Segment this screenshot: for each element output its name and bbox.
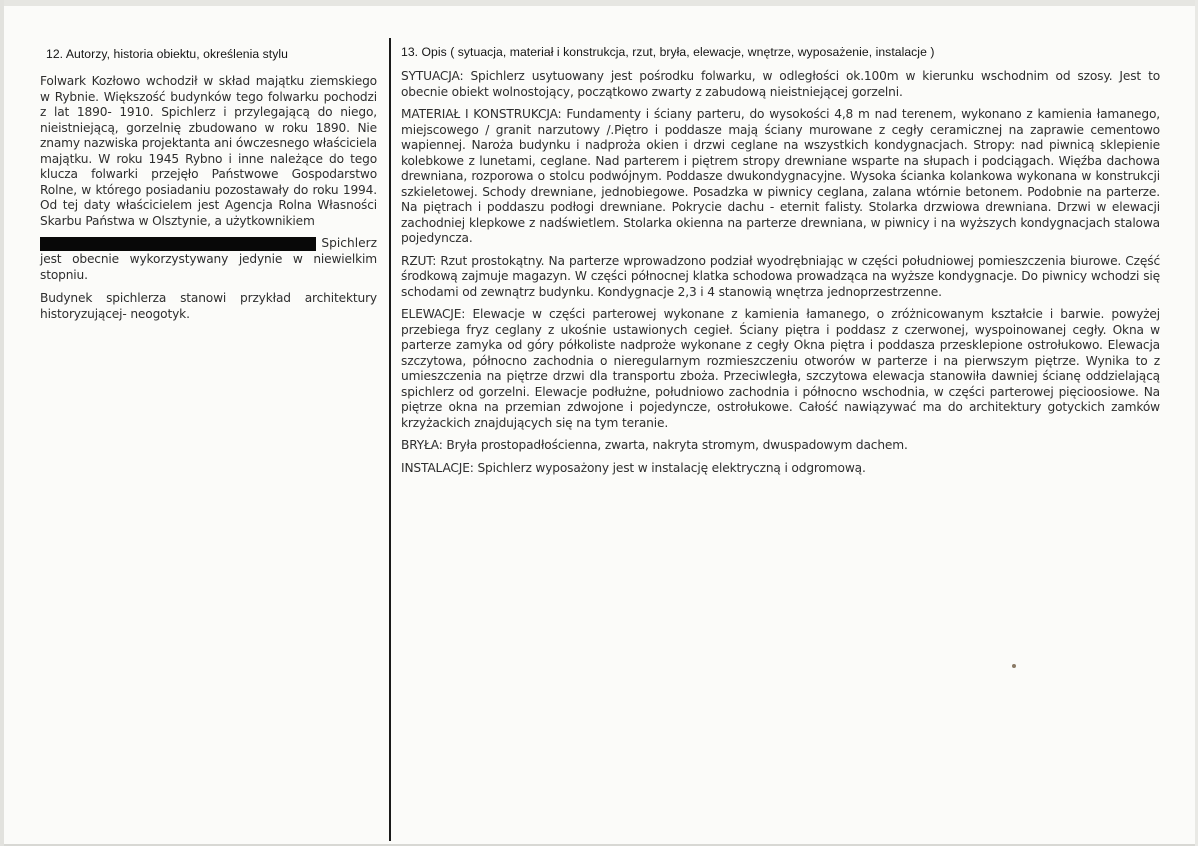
redaction-bar bbox=[40, 237, 316, 251]
column-divider bbox=[389, 38, 391, 841]
scan-speck bbox=[1012, 664, 1016, 668]
scan-edge-left bbox=[0, 0, 4, 846]
section-12-heading: 12. Autorzy, historia obiektu, określenia stylu bbox=[46, 47, 288, 61]
redaction-line bbox=[40, 237, 377, 252]
right-column bbox=[401, 45, 1160, 483]
history-text: Folwark Kozłowo wchodził w skład majątku ziemskiego w Rybnie. Większość budynków tego folwarku pochodzi z lat 1890- 1910. Spichlerz i przylegającą do niego, nieistniejącą, gorzelnię zbudowano w roku 1890. Nie znamy nazwiska projektanta ani ówczesnego właściciela majątku. W roku 1945 Rybno i inne należące do tego klucza folwarki przejęło Państwowe Gospodarstwo Rolne, w którego posiadaniu pozostawały do roku 1994. Od tej daty właścicielem jest Agencja Rolna Własności Skarbu Państwa w Olsztynie, a użytkownikiem bbox=[40, 74, 377, 228]
sytuacja-paragraph: SYTUACJA: Spichlerz usytuowany jest pośrodku folwarku, w odległości ok.100m w kierunku wschodnim od szosy. Jest to obecnie obiekt wolnostojący, początkowo zwarty z zabudową nieistniejącej gorzelni. bbox=[401, 69, 1160, 99]
history-paragraph-end: jest obecnie wykorzystywany jedynie w niewielkim stopniu. bbox=[40, 252, 377, 282]
style-paragraph: Budynek spichlerza stanowi przykład architektury historyzującej- neogotyk. bbox=[40, 291, 377, 321]
left-column bbox=[40, 47, 377, 330]
instalacje-paragraph: INSTALACJE: Spichlerz wyposażony jest w instalację elektryczną i odgromową. bbox=[401, 460, 866, 475]
elewacje-paragraph: ELEWACJE: Elewacje w części parterowej wykonane z kamienia łamanego, o zróżnicowanym kształcie i barwie. powyżej przebiega fryz ceglany z ukośnie ustawionych cegieł. Ściany piętra i poddasz z czerwonej, wyspoinowanej cegły. Okna w parterze zamyka od góry półkoliste nadproże wykonane z cegły Okna piętra i poddasza przesklepione ostrołukowo. Elewacja szczytowa, północno zachodnia o nieregularnym rozmieszczeniu otworów w parterze i na pierwszym piętrze. Wynika to z umieszczenia na piętrze drzwi dla transportu zboża. Przeciwległa, szczytowa elewacja stanowiła dawniej ścianę oddzielającą spichlerz od gorzelni. Elewacje podłużne, południowo zachodnia i północno wschodnia, w części parterowej pięcioosiowe. Na piętrze okna na przemian zdwojone i pojedyncze, ostrołukowe. Całość nawiązywać ma do architektury gotyckich zamków krzyżackich znajdujących się na tym teranie. bbox=[401, 307, 1160, 430]
bryla-paragraph: BRYŁA: Bryła prostopadłościenna, zwarta, nakryta stromym, dwuspadowym dachem. bbox=[401, 438, 908, 452]
scan-edge-top bbox=[0, 0, 1198, 6]
material-paragraph: MATERIAŁ I KONSTRUKCJA: Fundamenty i ściany parteru, do wysokości 4,8 m nad terenem, wykonano z kamienia łamanego, miejscowego / granit narzutowy /.Piętro i poddasze mają ściany murowane z cegły ceramicznej na zaprawie cementowo wapiennej. Naroża budynku i nadproża okien i drzwi ceglane na wszystkich kondygnacjach. Stropy: nad piwnicą sklepienie kolebkowe z lunetami, ceglane. Nad parterem i piętrem stropy drewniane wsparte na słupach i podciągach. Więźba dachowa drewniana, rozporowa o stolcu podwójnym. Poddasze dwukondygnacyjne. Wysoka ścianka kolankowa wykonana w konstrukcji szkieletowej. Schody drewniane, jednobiegowe. Posadzka w piwnicy ceglana, zalana wtórnie betonem. Podobnie na parterze. Na piętrach i poddaszu podłogi drewniane. Pokrycie dachu - eternit falisty. Stolarka drzwiowa drewniana. Drzwi w elewacji zachodniej klepkowe z nadświetlem. Stolarka okienna na parterze drewniana, w piwnicy i na wyższych kondygnacjach stalowa pojedyncza. bbox=[401, 107, 1160, 245]
history-text-after-redaction: Spichlerz bbox=[321, 236, 377, 250]
rzut-paragraph: RZUT: Rzut prostokątny. Na parterze wprowadzono podział wyodrębniając w części południowej pomieszczenia biurowe. Część środkową zajmuje magazyn. W części północnej klatka schodowa prowadząca na wyższe kondygnacje. Do piwnicy wchodzi się schodami od zewnątrz budynku. Kondygnacje 2,3 i 4 stanowią wnętrza jednoprzestrzenne. bbox=[401, 253, 1160, 299]
history-paragraph bbox=[40, 74, 377, 229]
section-13-heading: 13. Opis ( sytuacja, materiał i konstrukcja, rzut, bryła, elewacje, wnętrze, wyposażenie, instalacje ) bbox=[401, 45, 935, 59]
